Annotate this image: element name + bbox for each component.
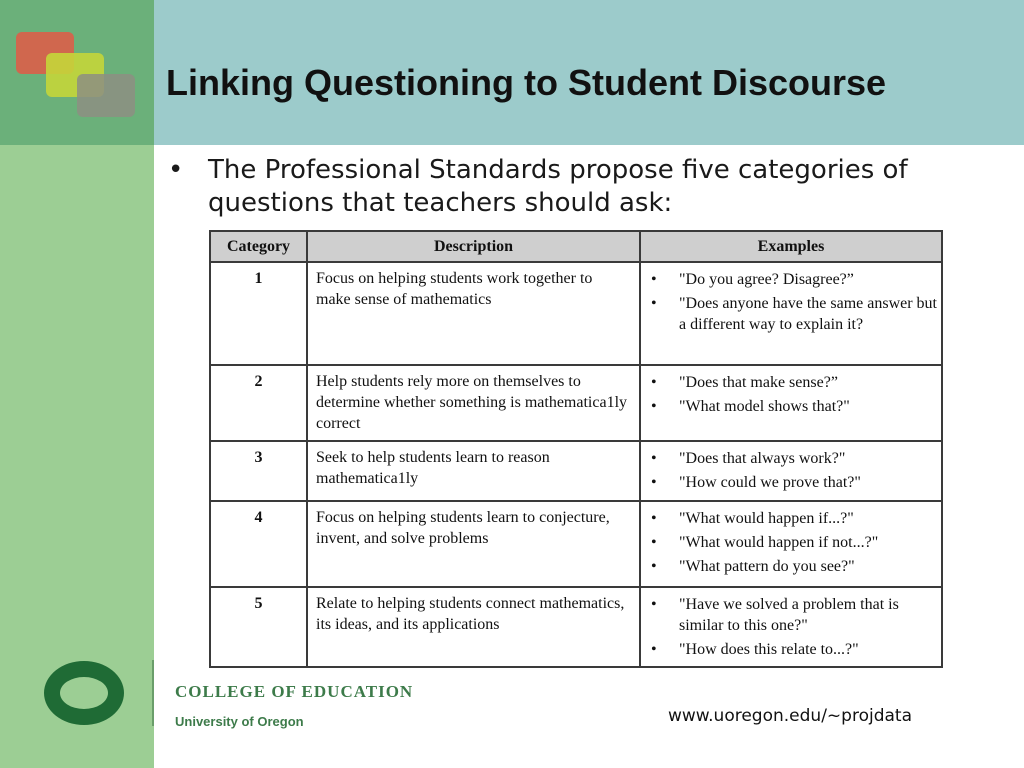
questions-table	[209, 230, 943, 668]
example-item: • "What pattern do you see?"	[651, 556, 937, 577]
description-cell: Focus on helping students work together to make sense of mathematics	[307, 262, 640, 365]
example-item: • "What model shows that?"	[651, 396, 937, 417]
example-item: • "How could we prove that?"	[651, 472, 937, 493]
table-row	[210, 365, 942, 441]
logo-divider	[152, 660, 154, 726]
examples-cell	[640, 262, 942, 365]
category-cell: 3	[210, 441, 307, 501]
header-category: Category	[210, 231, 307, 262]
college-name: COLLEGE OF EDUCATION	[175, 682, 414, 701]
slide-title: Linking Questioning to Student Discourse	[166, 62, 887, 103]
examples-cell	[640, 365, 942, 441]
example-item: • "How does this relate to...?"	[651, 639, 937, 660]
header-description: Description	[307, 231, 640, 262]
footer-url: www.uoregon.edu/~projdata	[668, 706, 912, 726]
example-item: • "Does anyone have the same answer but a different way to explain it?	[651, 293, 937, 335]
header-examples: Examples	[640, 231, 942, 262]
description-cell: Relate to helping students connect mathematics, its ideas, and its applications	[307, 587, 640, 667]
table-row	[210, 441, 942, 501]
bullet-text: The Professional Standards propose five categories of questions that teachers should ask:	[208, 155, 908, 218]
example-item: • "Does that always work?"	[651, 448, 937, 469]
table-row	[210, 501, 942, 587]
description-cell: Help students rely more on themselves to determine whether something is mathematica1ly correct	[307, 365, 640, 441]
description-cell: Focus on helping students learn to conjecture, invent, and solve problems	[307, 501, 640, 587]
category-cell: 1	[210, 262, 307, 365]
example-item: • "Does that make sense?”	[651, 372, 937, 393]
table-header-row	[210, 231, 942, 262]
table-row	[210, 262, 942, 365]
examples-cell	[640, 587, 942, 667]
university-name: University of Oregon	[175, 714, 304, 729]
example-item: • "What would happen if...?"	[651, 508, 937, 529]
category-cell: 4	[210, 501, 307, 587]
example-item: • "What would happen if not...?"	[651, 532, 937, 553]
example-item: • "Have we solved a problem that is similar to this one?"	[651, 594, 937, 636]
description-cell: Seek to help students learn to reason mathematica1ly	[307, 441, 640, 501]
category-cell: 5	[210, 587, 307, 667]
example-item: • "Do you agree? Disagree?”	[651, 269, 937, 290]
uo-o-logo-icon	[44, 661, 124, 725]
bullet-icon: •	[168, 155, 184, 185]
examples-cell	[640, 501, 942, 587]
category-cell: 2	[210, 365, 307, 441]
examples-cell	[640, 441, 942, 501]
gray-square	[77, 74, 135, 117]
table-row	[210, 587, 942, 667]
